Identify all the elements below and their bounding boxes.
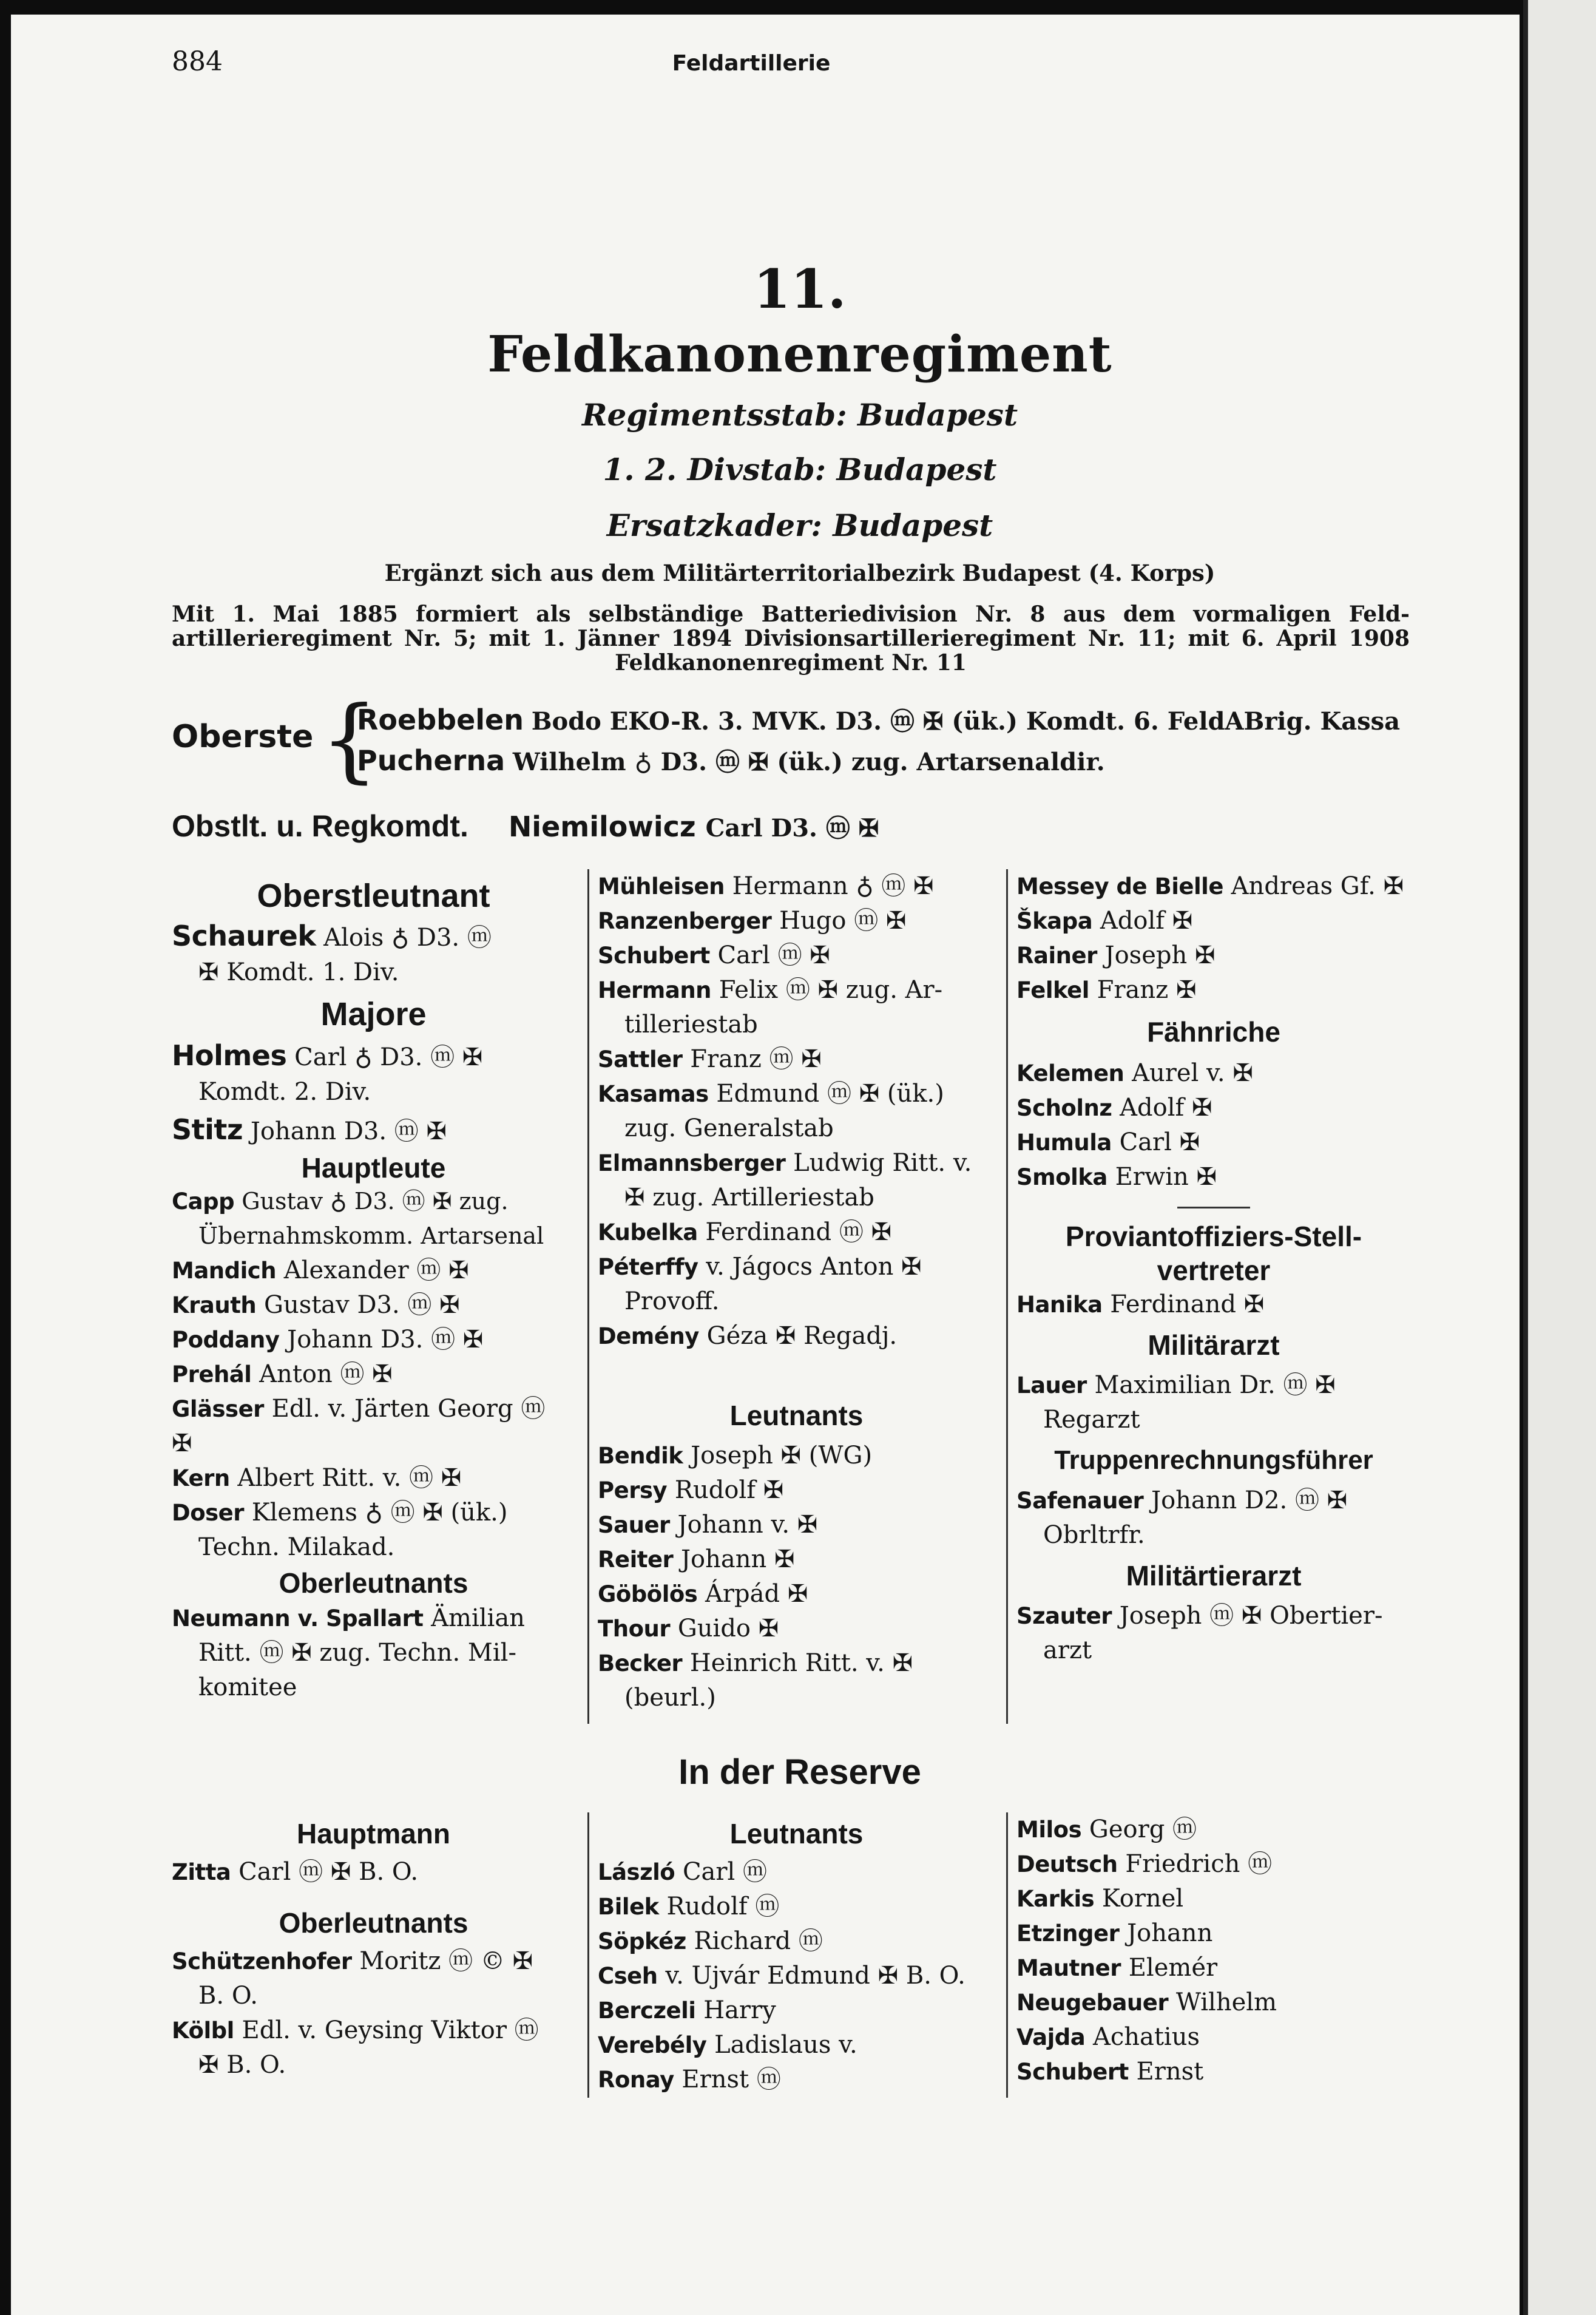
entry-details: Gustav D3. ⓜ ✠	[263, 1291, 460, 1319]
entry-name: Kelemen	[1016, 1060, 1124, 1086]
entry-name: Schubert	[1016, 2059, 1129, 2085]
entry-details: Heinrich Ritt. v. ✠	[689, 1649, 913, 1677]
entry-continuation: arzt	[1043, 1636, 1092, 1664]
entry-details: Kornel	[1101, 1885, 1184, 1913]
oberste-label: Oberste	[172, 719, 314, 755]
entry-details: Alois ♁ D3. ⓜ	[323, 924, 492, 952]
entry-name: Schützenhofer	[172, 1948, 352, 1974]
entry-neumann	[172, 1601, 575, 1636]
entry-details: Achatius	[1092, 2023, 1200, 2051]
entry-continuation: zug. Generalstab	[624, 1114, 834, 1142]
heading-oberleutnants: Oberleutnants	[279, 1567, 468, 1599]
entry-doser	[172, 1496, 575, 1530]
recruitment-note: Ergänzt sich aus dem Militärterritorialbezirk Budapest (4. Korps)	[384, 560, 1216, 586]
entry-reiter	[598, 1542, 995, 1577]
entry-details: Johann ✠	[681, 1545, 795, 1573]
entry-continuation: Komdt. 2. Div.	[198, 1078, 371, 1106]
entry-details: Johann	[1127, 1919, 1213, 1947]
heading-hauptleute: Hauptleute	[301, 1152, 446, 1184]
heading-militartierarzt: Militärtierarzt	[1126, 1560, 1302, 1591]
entry-skapa	[1016, 904, 1411, 938]
entry-details: Franz ✠	[1097, 976, 1197, 1004]
entry-details: Franz ⓜ ✠	[690, 1045, 822, 1073]
entry-humula	[1016, 1125, 1411, 1160]
entry-name: Kasamas	[598, 1081, 709, 1107]
adjacent-page-edge	[1523, 0, 1596, 2315]
entry-name: Berczeli	[598, 1998, 696, 2024]
heading-fahnriche: Fähnriche	[1147, 1016, 1280, 1048]
regiment-number: 11.	[753, 257, 847, 320]
entry-rainer	[1016, 938, 1411, 973]
oberste-details: Bodo EKO-R. 3. MVK. D3. ⓜ ✠ (ük.) Komdt. 6. FeldABrig. Kassa	[531, 707, 1401, 736]
obstlt-name: Niemilowicz	[508, 810, 696, 843]
entry-demeny	[598, 1319, 995, 1354]
entry-name: Schaurek	[172, 920, 316, 952]
entry-details: Richard ⓜ	[694, 1927, 823, 1955]
entry-details: Harry	[703, 1996, 776, 2024]
entry-name: Thour	[598, 1616, 671, 1642]
entry-details: Johann D3. ⓜ ✠	[287, 1326, 484, 1354]
entry-scholnz	[1016, 1091, 1411, 1125]
entry-name: Neugebauer	[1016, 1990, 1169, 2016]
reserve-column-2	[598, 1812, 995, 2097]
column-rule	[1006, 869, 1008, 1724]
entry-name: Krauth	[172, 1292, 257, 1318]
entry-details: Ferdinand ✠	[1110, 1290, 1265, 1318]
entry-persy	[598, 1473, 995, 1508]
entry-elmannsberger	[598, 1146, 995, 1181]
entry-bilek	[598, 1890, 995, 1924]
entry-name: Safenauer	[1016, 1488, 1144, 1514]
column-1	[172, 873, 575, 1705]
entry-details: Carl ✠	[1119, 1128, 1200, 1156]
entry-name: Doser	[172, 1500, 244, 1526]
running-title: Feldartillerie	[672, 51, 831, 76]
entry-smolka	[1016, 1160, 1411, 1195]
regiment-name: Feldkanonenregiment	[487, 325, 1112, 384]
oberste-name: Pucherna	[357, 744, 506, 777]
entry-schutzenhofer	[172, 1944, 575, 1979]
entry-name: Milos	[1016, 1817, 1082, 1843]
page-sheet	[11, 15, 1520, 2315]
entry-poddany	[172, 1323, 575, 1357]
entry-details: Moritz ⓜ © ✠	[359, 1947, 533, 1975]
entry-name: Ranzenberger	[598, 908, 772, 934]
entry-name: Zitta	[172, 1859, 231, 1885]
entry-continuation: Techn. Milakad.	[198, 1533, 395, 1561]
oberste-entry-roebbelen	[357, 702, 1400, 737]
entry-name: Verebély	[598, 2032, 707, 2058]
entry-kolbl	[172, 2013, 575, 2048]
entry-hermann	[598, 973, 995, 1008]
entry-details: Ladislaus v.	[714, 2031, 857, 2059]
entry-lauer	[1016, 1368, 1411, 1403]
entry-details: Edl. v. Geysing Viktor ⓜ	[242, 2016, 539, 2044]
entry-milos	[1016, 1812, 1411, 1847]
entry-details: Carl ♁ D3. ⓜ ✠	[294, 1043, 483, 1071]
entry-cseh	[598, 1959, 995, 1993]
entry-continuation: Provoff.	[624, 1287, 720, 1315]
column-rule	[587, 1812, 589, 2098]
entry-details: Wilhelm	[1175, 1988, 1277, 2016]
entry-continuation: ✠ B. O.	[198, 2051, 286, 2079]
entry-sattler	[598, 1042, 995, 1077]
entry-continuation: Obrltrfr.	[1043, 1521, 1145, 1549]
page-number: 884	[172, 46, 223, 77]
entry-schubert	[598, 938, 995, 973]
heading-oberstleutnant: Oberstleutnant	[257, 878, 490, 914]
entry-name: Kubelka	[598, 1219, 698, 1246]
entry-details: Ernst ⓜ	[681, 2066, 781, 2093]
column-rule	[1006, 1812, 1008, 2098]
history-line-1: Mit 1. Mai 1885 formiert als selbständige Batteriedivision Nr. 8 aus dem vormaligen Feld-	[172, 602, 1410, 627]
entry-holmes	[172, 1039, 575, 1075]
entry-kelemen	[1016, 1056, 1411, 1091]
entry-name: Messey de Bielle	[1016, 873, 1223, 900]
entry-sauer	[598, 1508, 995, 1542]
history-line-3: Feldkanonenregiment Nr. 11	[615, 650, 967, 676]
entry-name: Lauer	[1016, 1372, 1087, 1398]
entry-kasamas	[598, 1077, 995, 1111]
entry-details: Hugo ⓜ ✠	[779, 907, 907, 935]
entry-name: Ronay	[598, 2067, 674, 2093]
heading-proviant-cont: vertreter	[1157, 1255, 1271, 1286]
entry-details: Friedrich ⓜ	[1125, 1850, 1273, 1878]
entry-gobolos	[598, 1577, 995, 1612]
entry-details: Edl. v. Järten Georg ⓜ	[271, 1395, 546, 1423]
entry-krauth	[172, 1288, 575, 1323]
entry-details: Ferdinand ⓜ ✠	[705, 1218, 892, 1246]
entry-felkel	[1016, 973, 1411, 1008]
column-rule	[587, 869, 589, 1724]
entry-name: Stitz	[172, 1113, 243, 1146]
column-2	[598, 869, 995, 1715]
entry-details: Carl ⓜ ✠ B. O.	[238, 1858, 419, 1886]
entry-details: Joseph ✠ (WG)	[691, 1442, 873, 1469]
entry-name: Söpkéz	[598, 1928, 686, 1954]
entry-deutsch	[1016, 1847, 1411, 1882]
entry-capp	[172, 1184, 575, 1219]
heading-proviant: Proviantoffiziers-Stell-	[1065, 1221, 1362, 1252]
entry-schaurek	[172, 919, 575, 955]
entry-name: Prehál	[172, 1361, 252, 1388]
entry-ronay	[598, 2062, 995, 2097]
station-ersatzkader: Ersatzkader: Budapest	[606, 507, 993, 543]
entry-details: Ernst	[1136, 2058, 1204, 2086]
heading-leutnants-reserve: Leutnants	[729, 1818, 864, 1849]
entry-name: László	[598, 1859, 675, 1885]
entry-etzinger	[1016, 1916, 1411, 1951]
obstlt-line	[172, 808, 879, 844]
heading-truppenrechnungsfuhrer: Truppenrechnungsführer	[1054, 1445, 1373, 1475]
entry-name: Bendik	[598, 1443, 683, 1469]
obstlt-details: Carl D3. ⓜ ✠	[705, 814, 879, 842]
entry-details: Aurel v. ✠	[1132, 1059, 1253, 1087]
entry-safenauer	[1016, 1483, 1411, 1518]
entry-zitta	[172, 1855, 575, 1890]
entry-continuation: komitee	[198, 1673, 297, 1701]
entry-continuation: ✠ Komdt. 1. Div.	[198, 958, 399, 986]
entry-details: Edmund ⓜ ✠ (ük.)	[716, 1080, 944, 1108]
oberste-brace: {	[320, 687, 379, 793]
entry-name: Sattler	[598, 1046, 683, 1073]
entry-thour	[598, 1612, 995, 1646]
entry-name: Cseh	[598, 1963, 658, 1989]
entry-schubert-ernst	[1016, 2055, 1411, 2089]
entry-karkis	[1016, 1882, 1411, 1916]
entry-details: Adolf ✠	[1120, 1094, 1212, 1122]
heading-reserve: In der Reserve	[678, 1752, 921, 1792]
entry-details: Hermann ♁ ⓜ ✠	[732, 872, 934, 900]
entry-berczeli	[598, 1993, 995, 2028]
entry-prehal	[172, 1357, 575, 1392]
entry-laszlo	[598, 1855, 995, 1890]
entry-details: Andreas Gf. ✠	[1231, 872, 1404, 900]
entry-name: Felkel	[1016, 977, 1089, 1003]
heading-hauptmann: Hauptmann	[297, 1818, 450, 1849]
entry-name: Persy	[598, 1477, 668, 1503]
entry-kern	[172, 1461, 575, 1496]
entry-details: Erwin ✠	[1115, 1163, 1217, 1191]
entry-stitz	[172, 1110, 575, 1151]
entry-details: Rudolf ✠	[674, 1476, 784, 1504]
entry-name: Etzinger	[1016, 1920, 1120, 1947]
entry-name: Szauter	[1016, 1603, 1112, 1629]
entry-mandich	[172, 1253, 575, 1288]
entry-continuation: tilleriestab	[624, 1011, 758, 1039]
entry-details: Carl ⓜ	[682, 1858, 768, 1886]
entry-details: Ämilian	[431, 1604, 525, 1632]
entry-szauter	[1016, 1599, 1411, 1633]
entry-name: Demény	[598, 1323, 699, 1349]
entry-details: Maximilian Dr. ⓜ ✠	[1094, 1371, 1336, 1399]
entry-details: v. Ujvár Edmund ✠ B. O.	[665, 1962, 965, 1990]
entry-details: Georg ⓜ	[1089, 1815, 1197, 1843]
entry-name: Glässer	[172, 1396, 264, 1422]
entry-details: Elemér	[1128, 1954, 1218, 1982]
entry-name: Scholnz	[1016, 1095, 1112, 1121]
entry-hanika	[1016, 1287, 1411, 1322]
entry-name: Bilek	[598, 1894, 659, 1920]
oberste-name: Roebbelen	[357, 703, 524, 736]
entry-name: Humula	[1016, 1130, 1112, 1156]
entry-name: Göbölös	[598, 1581, 698, 1607]
entry-bendik	[598, 1439, 995, 1473]
entry-name: Vajda	[1016, 2024, 1086, 2050]
entry-name: Péterffy	[598, 1254, 698, 1280]
entry-name: Kölbl	[172, 2018, 234, 2044]
station-regimentsstab: Regimentsstab: Budapest	[581, 397, 1018, 433]
entry-continuation: Übernahmskomm. Artarsenal	[198, 1222, 544, 1249]
entry-details: Carl ⓜ ✠	[717, 941, 830, 969]
entry-details: Klemens ♁ ⓜ ✠ (ük.)	[251, 1499, 508, 1527]
entry-name: Poddany	[172, 1327, 280, 1353]
entry-details: v. Jágocs Anton ✠	[706, 1253, 922, 1281]
entry-name: Hanika	[1016, 1292, 1103, 1318]
entry-continuation: Regarzt	[1043, 1406, 1140, 1434]
entry-continuation: ✠	[172, 1429, 192, 1457]
oberste-entry-pucherna	[357, 743, 1105, 778]
heading-militararzt: Militärarzt	[1148, 1329, 1280, 1361]
entry-details: Albert Ritt. v. ⓜ ✠	[237, 1464, 462, 1492]
entry-verebely	[598, 2028, 995, 2062]
entry-name: Becker	[598, 1650, 683, 1676]
entry-details: Felix ⓜ ✠ zug. Ar-	[719, 976, 943, 1004]
entry-details: Géza ✠ Regadj.	[706, 1322, 898, 1350]
entry-details: Adolf ✠	[1100, 907, 1193, 935]
entry-name: Karkis	[1016, 1886, 1095, 1912]
entry-details: Joseph ✠	[1104, 941, 1216, 969]
reserve-column-3	[1016, 1812, 1411, 2089]
entry-details: Alexander ⓜ ✠	[283, 1256, 469, 1284]
entry-kubelka	[598, 1215, 995, 1250]
entry-name: Sauer	[598, 1512, 670, 1538]
entry-details: Johann D2. ⓜ ✠	[1151, 1486, 1348, 1514]
entry-details: Johann v. ✠	[677, 1511, 818, 1539]
entry-vajda	[1016, 2020, 1411, 2055]
entry-ranzenberger	[598, 904, 995, 938]
entry-name: Mandich	[172, 1258, 277, 1284]
entry-name: Mühleisen	[598, 873, 725, 900]
entry-sopkez	[598, 1924, 995, 1959]
entry-name: Elmannsberger	[598, 1150, 786, 1176]
entry-name: Rainer	[1016, 943, 1097, 969]
oberste-details: Wilhelm ♁ D3. ⓜ ✠ (ük.) zug. Artarsenaldir.	[512, 748, 1105, 776]
entry-glasser	[172, 1392, 575, 1426]
entry-name: Kern	[172, 1465, 230, 1491]
entry-messey	[1016, 869, 1411, 904]
entry-name: Schubert	[598, 943, 710, 969]
entry-name: Škapa	[1016, 908, 1093, 934]
entry-details: Joseph ⓜ ✠ Obertier-	[1119, 1602, 1383, 1630]
entry-details: Ludwig Ritt. v.	[793, 1149, 972, 1177]
entry-name: Reiter	[598, 1547, 674, 1573]
entry-details: Johann D3. ⓜ ✠	[250, 1117, 447, 1145]
heading-oberleutnants-reserve: Oberleutnants	[279, 1907, 468, 1939]
entry-details: Guido ✠	[677, 1615, 779, 1642]
entry-details: Rudolf ⓜ	[666, 1893, 780, 1920]
entry-peterffy	[598, 1250, 995, 1284]
column-3	[1016, 869, 1411, 1668]
entry-name: Hermann	[598, 977, 712, 1003]
history-line-2: artillerieregiment Nr. 5; mit 1. Jänner 1894 Divisionsartillerieregiment Nr. 11; mit 6. April 1908	[172, 626, 1410, 651]
entry-details: Anton ⓜ ✠	[259, 1360, 393, 1388]
entry-name: Neumann v. Spallart	[172, 1605, 424, 1632]
entry-continuation: B. O.	[198, 1982, 258, 2010]
obstlt-label: Obstlt. u. Regkomdt.	[172, 809, 468, 843]
entry-becker	[598, 1646, 995, 1681]
entry-details: Árpád ✠	[705, 1580, 808, 1608]
entry-details: Gustav ♁ D3. ⓜ ✠ zug.	[242, 1188, 509, 1215]
entry-continuation: ✠ zug. Artilleriestab	[624, 1184, 874, 1212]
entry-continuation: Ritt. ⓜ ✠ zug. Techn. Mil-	[198, 1639, 516, 1667]
heading-leutnants: Leutnants	[729, 1400, 864, 1431]
entry-name: Deutsch	[1016, 1851, 1118, 1877]
entry-neugebauer	[1016, 1985, 1411, 2020]
entry-name: Capp	[172, 1188, 235, 1215]
reserve-column-1	[172, 1812, 575, 2083]
entry-mautner	[1016, 1951, 1411, 1985]
entry-name: Smolka	[1016, 1164, 1107, 1190]
heading-majore: Majore	[320, 996, 427, 1032]
entry-continuation: (beurl.)	[624, 1684, 716, 1712]
entry-name: Holmes	[172, 1039, 287, 1072]
entry-muhleisen	[598, 869, 995, 904]
entry-name: Mautner	[1016, 1955, 1121, 1981]
station-divstab: 1. 2. Divstab: Budapest	[603, 452, 997, 487]
